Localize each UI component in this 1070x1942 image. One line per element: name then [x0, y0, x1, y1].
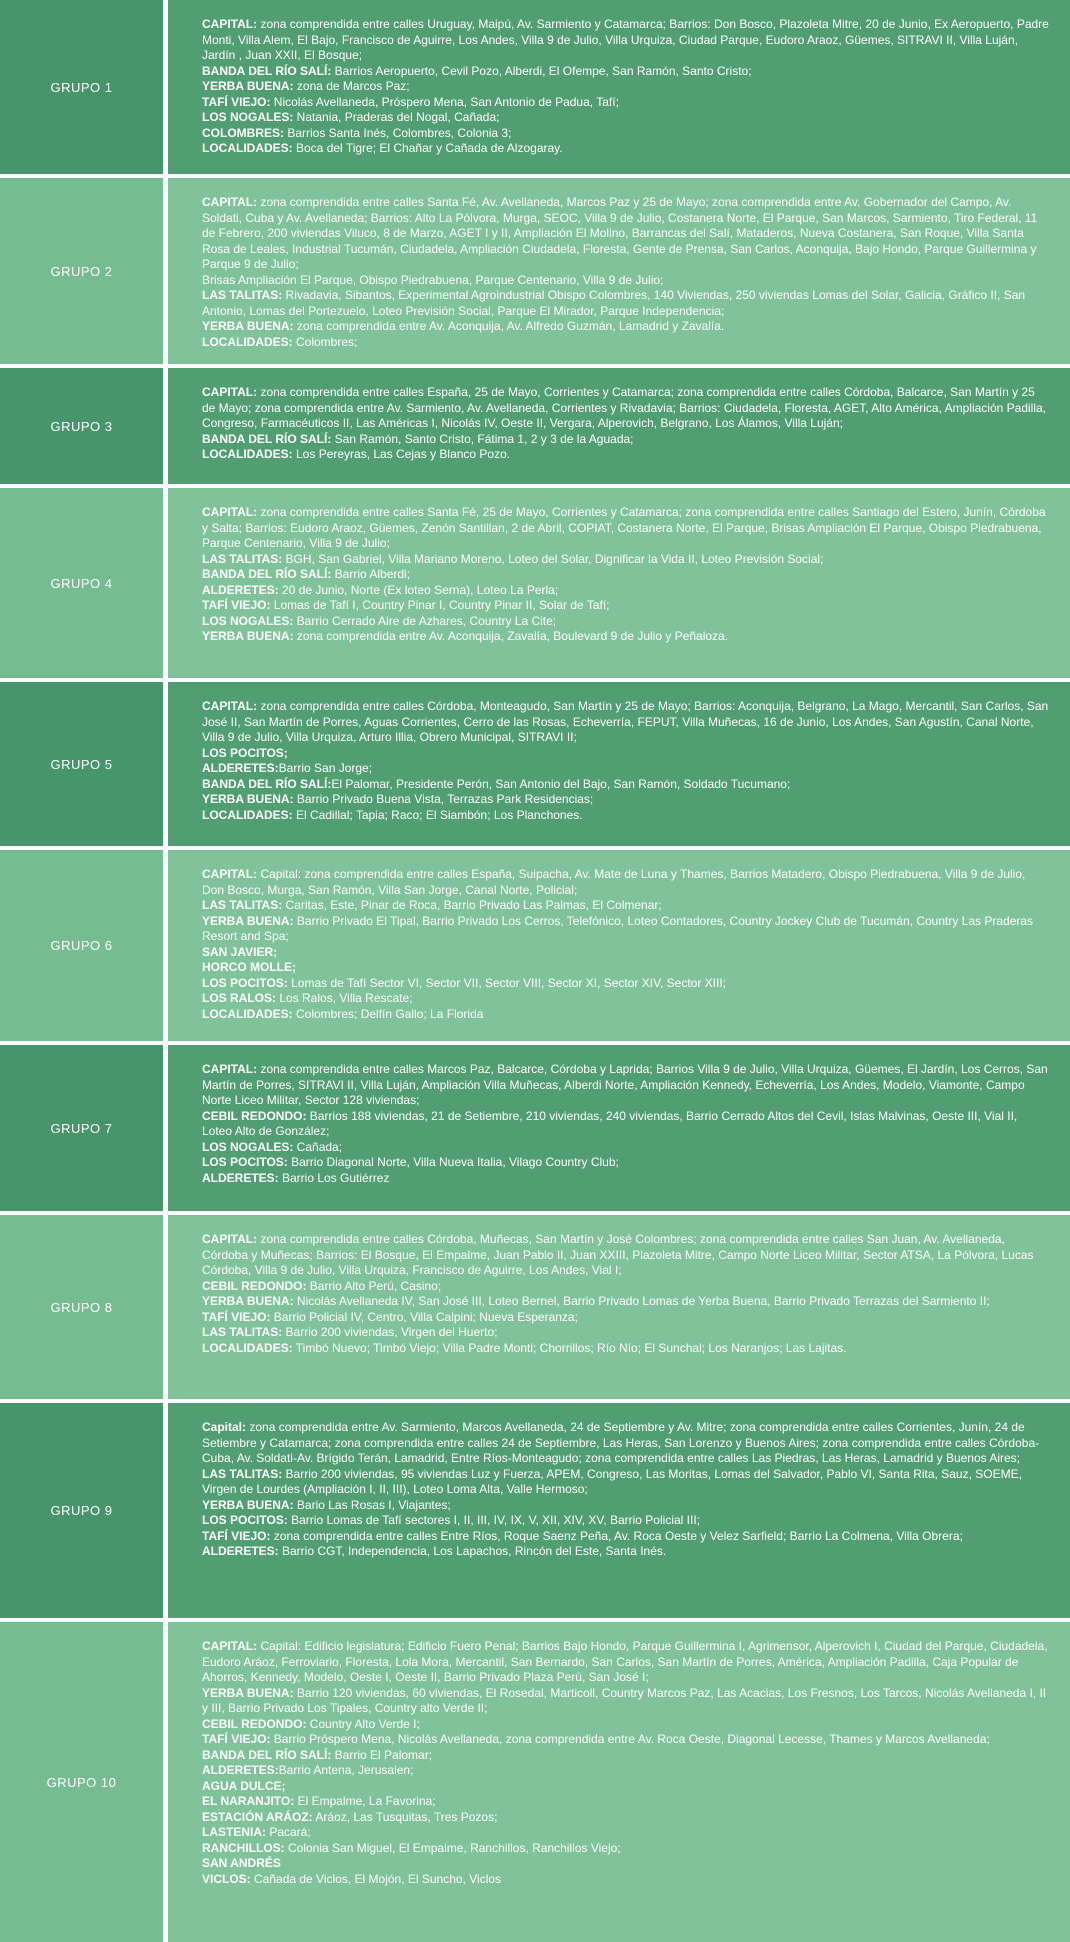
group-row [0, 1403, 1070, 1618]
zone-entry-text: Colombres; Delfín Gallo; La Florida [292, 1006, 484, 1021]
zone-entry-text: Cañada; [293, 1139, 343, 1154]
group-label: GRUPO 10 [46, 1774, 117, 1790]
zone-entry-heading: LOS RALOS: [202, 991, 276, 1005]
group-label-cell [0, 1215, 163, 1399]
zone-entry-text: zona comprendida entre calles Uruguay, Maipú, Av. Sarmiento y Catamarca; Barrios: Don Bosco, Plazoleta Mitre, 20 de Junio, Ex Aeropuerto, Padre Monti, Villa Alem, El Bajo, Francisco de Aguirre, Los Andes, Villa 9 de Julio, Villa Urquiza, Ciudad Parque, Eudoro Araoz, Güemes, SITRAVI II, Villa Luján, Jardín , Juan XXII, El Bosque; [202, 17, 1049, 62]
zone-entry-heading: LOS POCITOS: [202, 975, 288, 990]
zone-entry [202, 1763, 1050, 1779]
zone-entry-text: Lomas de Tafí Sector VI, Sector VII, Sector VIII, Sector XI, Sector XIV, Sector XIII; [287, 975, 726, 990]
group-label-cell [0, 850, 163, 1041]
zone-entry-heading: HORCO MOLLE; [202, 960, 296, 974]
zone-entry-text: Barrio Privado El Tipal, Barrio Privado Los Cerros, Telefónico, Loteo Contadores, Country Jockey Club de Tucumán, Country Las Praderas Resort and Spa; [202, 913, 1034, 943]
group-content [168, 488, 1070, 678]
group-label: GRUPO 6 [50, 938, 113, 953]
zone-entry-text: zona comprendida entre calles Santa Fé, Av. Avellaneda, Marcos Paz y 25 de Mayo; zona comprendida entre Av. Gobernador del Campo, Av. Soldati, Cuba y Av. Avellaneda; Barrios: Alto La Pólvora, Murga, SEOC, Villa 9 de Julio, Costanera Norte, El Parque, San Marcos, Sarmiento, Tiro Federal, 11 de Febrero, 200 viviendas Viluco, 8 de Marzo, AGET I y II, Ampliación El Molino, Barrancas del Salí, Mataderos, Nueva Costanera, San Roque, Villa Santa Rosa de Leales, Industrial Tucumán, Ciudadela, Ampliación Ciudadela, Floresta, Gente de Prensa, San Carlos, Aconquija, Bajo Hondo, Parque Guillermina y Parque 9 de Julio; [202, 195, 1038, 271]
group-row [0, 682, 1070, 846]
zone-entry [202, 552, 1050, 568]
zone-entry-heading: ALDERETES: [202, 761, 279, 775]
zone-entry [202, 1856, 1050, 1872]
zone-entry-text: Barrios Aeropuerto, Cevil Pozo, Alberdi, El Ofempe, San Ramón, Santo Cristo; [331, 63, 752, 78]
zone-entry [202, 1310, 1050, 1326]
zone-entry-heading: LOS NOGALES: [202, 110, 294, 124]
zone-entry-text: Barrio Los Gutiérrez [278, 1170, 390, 1185]
zone-entry [202, 385, 1050, 432]
zone-entry-heading: LOS NOGALES: [202, 613, 294, 628]
zone-entry-heading: YERBA BUENA: [202, 319, 294, 333]
zone-entry-text: Barrio CGT, Independencia, Los Lapachos, Rincón del Este, Santa Inés. [278, 1544, 667, 1558]
group-label: GRUPO 4 [50, 575, 113, 591]
zone-entry-heading: LOCALIDADES: [202, 1340, 293, 1355]
zone-entry-heading: CAPITAL: [202, 1639, 258, 1653]
zone-entry-heading: CAPITAL: [202, 195, 258, 209]
group-content [168, 850, 1070, 1041]
zone-entry-text: zona comprendida entre calles Córdoba, Monteagudo, San Martín y 25 de Mayo; Barrios: Aconquija, Belgrano, La Mago, Mercantil, San Carlos, San José II, San Martín de Porres, Aguas Corrientes, Cerro de las Rosas, Echeverría, FEPUT, Villa Muñecas, 16 de Junio, Los Andes, San Agustín, Canal Norte, Villa 9 de Julio, Villa Urquiza, Arturo Illia, Obrero Municipal, SITRAVI II; [202, 699, 1049, 744]
zone-entry-text: Natania, Praderas del Nogal, Cañada; [293, 110, 500, 124]
zone-entry-text: zona comprendida entre Av. Sarmiento, Marcos Avellaneda, 24 de Septiembre y Av. Mitre; zona comprendida entre calles Corrientes, Junín, 24 de Setiembre y Catamarca; zona comprendida entre calles 24 de Septiembre, Las Heras, San Lorenzo y Buenos Aires; zona comprendida entre calles Córdoba-Cuba, Av. Soldati-Av. Brígido Terán, Lamadrid, Entre Ríos-Monteagudo; zona comprendida entre calles Las Piedras, Las Heras, Lamadrid y Buenos Aires; [202, 1420, 1040, 1465]
zone-entry-heading: LOCALIDADES: [202, 141, 293, 155]
zone-entry-text: Barrios Santa Inés, Colombres, Colonia 3; [284, 125, 512, 140]
zone-entry [202, 141, 1050, 157]
zone-entry [202, 1639, 1050, 1686]
zone-entry-text: zona comprendida entre Av. Aconquija, Zavalía, Boulevard 9 de Julio y Peñaloza. [293, 629, 729, 643]
zone-entry-heading: YERBA BUENA: [202, 1294, 294, 1308]
zone-entry-heading: LOS POCITOS: [202, 1513, 288, 1527]
zone-entry [202, 1279, 1050, 1295]
zone-entry [202, 1686, 1050, 1717]
zone-entry-heading: LOCALIDADES: [202, 1006, 293, 1021]
zone-entry-text: Pacará; [266, 1825, 311, 1839]
group-label: GRUPO 3 [50, 418, 113, 434]
zone-entry [202, 792, 1050, 808]
group-label: GRUPO 5 [50, 756, 113, 772]
zone-entry-heading: CEBIL REDONDO: [202, 1278, 307, 1293]
zone-entry-text: Cañada de Viclos, El Mojón, El Suncho, Viclos [250, 1871, 502, 1886]
zone-entry-heading: LAS TALITAS: [202, 1466, 283, 1481]
zone-entry-text: Nicolás Avellaneda IV, San José III, Loteo Bernel, Barrio Privado Lomas de Yerba Buena, Barrio Privado Terrazas del Sarmiento II; [293, 1294, 990, 1308]
zone-entry-text: zona comprendida entre calles Santa Fé, 25 de Mayo, Corrientes y Catamarca; zona comprendida entre calles Santiago del Estero, Junín, Córdoba y Salta; Barrios: Eudoro Araoz, Güemes, Zenón Santillan, 2 de Abril, COPIAT, Costanera Norte, El Parque, Brisas Ampliación El Parque, Obispo Piedrabuena, Parque Centenario, Villa 9 de Julio; [202, 505, 1046, 550]
zone-entry-text: Barrio Diagonal Norte, Villa Nueva Italia, Vilago Country Club; [287, 1155, 619, 1169]
zone-entry-heading: YERBA BUENA: [202, 792, 294, 806]
zone-entry [202, 867, 1050, 898]
zone-entry [202, 976, 1050, 992]
zone-entry-heading: AGUA DULCE; [202, 1778, 286, 1793]
group-label-cell [0, 1403, 163, 1618]
zone-entry-heading: TAFÍ VIEJO: [202, 1732, 271, 1746]
zone-entry [202, 1794, 1050, 1810]
zone-entry-text: Barrio Antena, Jerusalen; [278, 1763, 414, 1777]
zone-entry-text: Aráoz, Las Tusquitas, Tres Pozos; [312, 1809, 498, 1824]
zone-entry-text: Barrios 188 viviendas, 21 de Setiembre, 210 viviendas, 240 viviendas, Barrio Cerrado Altos del Cevil, Islas Malvinas, Oeste III, Vial II, Loteo Alto de González; [202, 1108, 1018, 1138]
zone-entry-heading: YERBA BUENA: [202, 629, 294, 643]
zone-entry-heading: LOS NOGALES: [202, 1139, 294, 1154]
zone-entry-heading: ESTACIÓN ARÁOZ: [202, 1809, 313, 1824]
zone-entry-text: Barrio El Palomar; [331, 1747, 433, 1762]
zone-entry-text: Boca del Tigre; El Chañar y Cañada de Alzogaray. [292, 141, 563, 155]
zone-entry [202, 505, 1050, 552]
zone-entry-text: Lomas de Tafí I, Country Pinar I, Country Pinar II, Solar de Tafí; [270, 598, 610, 612]
zone-entry [202, 614, 1050, 630]
zone-entry-heading: RANCHILLOS: [202, 1840, 285, 1855]
zone-entry-text: Barrio Cerrado Aire de Azhares, Country La Cite; [293, 613, 557, 628]
zone-entry [202, 432, 1050, 448]
group-label: GRUPO 1 [50, 79, 113, 95]
zone-entry-heading: CAPITAL: [202, 1062, 258, 1076]
group-row [0, 368, 1070, 484]
zone-entry [202, 699, 1050, 746]
zone-entry-text: Barrio Lomas de Tafí sectores I, II, III, IV, IX, V, XII, XIV, XV, Barrio Policial III; [287, 1513, 700, 1527]
zone-entry [202, 808, 1050, 824]
zone-entry-heading: ALDERETES: [202, 582, 279, 597]
zone-entry-heading: TAFÍ VIEJO: [202, 94, 271, 109]
zone-entry-heading: YERBA BUENA: [202, 913, 294, 928]
zone-entry [202, 110, 1050, 126]
zone-entry-text: zona comprendida entre calles Entre Ríos, Roque Saenz Peña, Av. Roca Oeste y Velez Sarfield; Barrio La Colmena, Villa Obrera; [270, 1528, 963, 1543]
zone-entry-heading: CAPITAL: [202, 699, 258, 713]
zone-entry [202, 1062, 1050, 1109]
zone-entry [202, 17, 1050, 64]
zone-entry [202, 1341, 1050, 1357]
group-content [168, 1403, 1070, 1618]
group-label-cell [0, 368, 163, 484]
group-label: GRUPO 7 [50, 1120, 113, 1136]
zone-entry [202, 1825, 1050, 1841]
group-content [168, 178, 1070, 364]
zone-entry-text: Barrio 120 viviendas, 60 viviendas, El Rosedal, Marticoll, Country Marcos Paz, Las Acacias, Los Fresnos, Los Tarcos, Nicolás Avellaneda I, II y III, Barrio Privado Los Tipales, Country alto Verde II; [202, 1685, 1047, 1715]
zone-entry-heading: TAFÍ VIEJO: [202, 598, 271, 612]
zone-entry [202, 335, 1050, 351]
zone-entry-heading: CAPITAL: [202, 385, 258, 399]
group-content [168, 1215, 1070, 1399]
zone-entry-heading: LAS TALITAS: [202, 1325, 283, 1339]
zone-entry-heading: CAPITAL: [202, 505, 258, 519]
zone-entry-text: zona comprendida entre calles Córdoba, Muñecas, San Martín y José Colombres; zona comprendida entre calles San Juan, Av. Avellaneda, Córdoba y Muñecas; Barrios: El Bosque, El Empalme, Juan Pablo II, Juan XXIII, Plazoleta Mitre, Campo Norte Liceo Militar, Sector ATSA, La Pólvora, Lucas Córdoba, Villa 9 de Julio, Villa Urquiza, Francisco de Aguirre, Los Andes, Vial I; [202, 1232, 1034, 1277]
zone-entry-heading: LASTENIA: [202, 1825, 266, 1839]
zone-entry [202, 991, 1050, 1007]
zone-entry [202, 1872, 1050, 1888]
zone-entry [202, 598, 1050, 614]
zone-entry-heading: BANDA DEL RÍO SALÍ: [202, 567, 332, 581]
zone-entry [202, 960, 1050, 976]
group-row [0, 488, 1070, 678]
zone-entry-heading: TAFÍ VIEJO: [202, 1528, 271, 1543]
zone-entry-heading: BANDA DEL RÍO SALÍ: [202, 1747, 332, 1762]
zone-entry-heading: TAFÍ VIEJO: [202, 1309, 271, 1324]
zone-entry-text: zona comprendida entre Av. Aconquija, Av. Alfredo Guzmán, Lamadrid y Zavalía. [293, 319, 725, 333]
zone-entry-heading: ALDERETES: [202, 1763, 279, 1777]
zone-entry [202, 914, 1050, 945]
zone-entry [202, 1325, 1050, 1341]
zone-entry-heading: LOS POCITOS; [202, 745, 288, 760]
group-row [0, 850, 1070, 1041]
zone-entry-heading: BANDA DEL RÍO SALÍ: [202, 431, 332, 446]
zone-entry-heading: CAPITAL: [202, 17, 258, 31]
zone-entry [202, 447, 1050, 463]
zone-entry-text: Country Alto Verde I; [306, 1716, 420, 1731]
group-content [168, 1045, 1070, 1211]
group-content [168, 0, 1070, 174]
zone-entry-text: Capital: Edificio legislatura; Edificio Fuero Penal; Barrios Bajo Hondo, Parque Guillermina I, Agrimensor, Alperovich I, Ciudad del Parque, Ciudadela, Eudoro Aráoz, Ferroviario, Floresta, Lola Mora, Mercantil, San Bernardo, San Carlos, San Martín de Porres, América, Ampliación Padilla, Caja Popular de Ahorros, Kennedy, Modelo, Oeste I, Oeste II, Barrio Privado Plaza Perú, San José I; [202, 1639, 1048, 1684]
zone-entry-heading: ALDERETES: [202, 1170, 279, 1185]
zone-entry-heading: CAPITAL: [202, 1232, 258, 1246]
zone-entry [202, 777, 1050, 793]
zone-entry [202, 195, 1050, 273]
zone-entry-text: Barrio Policial IV, Centro, Villa Calpini; Nueva Esperanza; [270, 1309, 578, 1324]
zone-entry-heading: LOS POCITOS: [202, 1155, 288, 1169]
group-row [0, 1622, 1070, 1942]
zone-entry-heading: VICLOS: [202, 1871, 251, 1886]
zone-entry [202, 79, 1050, 95]
zone-entry [202, 288, 1050, 319]
zone-entry-heading: SAN JAVIER; [202, 944, 278, 959]
zone-entry-text: zona comprendida entre calles Marcos Paz, Balcarce, Córdoba y Laprida; Barrios Villa 9 de Julio, Villa Urquiza, Güemes, El Jardín, Los Cerros, San Martín de Porres, SITRAVI II, Villa Luján, Ampliación Villa Muñecas, Alberdi Norte, Ampliación Kennedy, Echeverría, Los Andes, Modelo, Viamonte, Campo Norte Liceo Militar, Sector 128 viviendas; [202, 1062, 1048, 1107]
group-content [168, 1622, 1070, 1942]
zone-entry-heading: Capital: [202, 1420, 247, 1434]
zone-entry-text: Colonia San Miguel, El Empalme, Ranchillos, Ranchillos Viejo; [284, 1840, 621, 1855]
group-content [168, 682, 1070, 846]
zone-entry-text: Barrio San Jorge; [278, 761, 373, 775]
zone-entry-text: Barrio 200 viviendas, Virgen del Huerto; [282, 1325, 498, 1339]
zone-entry-text: Bario Las Rosas I, Viajantes; [293, 1497, 451, 1512]
zone-entry [202, 1467, 1050, 1498]
zone-entry-text: Barrio Próspero Mena, Nicolás Avellaneda, zona comprendida entre Av. Roca Oeste, Diagonal Lecesse, Thames y Marcos Avellaneda; [270, 1732, 990, 1746]
zone-entry-text: Capital: zona comprendida entre calles España, Suipacha, Av. Mate de Luna y Thames, Barrios Matadero, Obispo Piedrabuena, Villa 9 de Julio, Don Bosco, Murga, San Ramón, Villa San Jorge, Canal Norte, Policial; [202, 867, 1026, 897]
zone-entry-text: Barrio 200 viviendas, 95 viviendas Luz y Fuerza, APEM, Congreso, Las Moritas, Lomas del Salvador, Pablo VI, Santa Rita, Sauz, SOEME, Virgen de Lourdes (Ampliación I, II, III), Loteo Loma Alta, Valle Hermoso; [202, 1466, 1022, 1496]
zone-entry [202, 1232, 1050, 1279]
zone-entry-text: El Palomar, Presidente Perón, San Antonio del Bajo, San Ramón, Soldado Tucumano; [331, 776, 791, 791]
zone-entry-text: Nicolás Avellaneda, Próspero Mena, San Antonio de Padua, Tafí; [270, 94, 619, 109]
zone-entry-text: Caritas, Este, Pinar de Roca, Barrio Privado Las Palmas, El Colmenar; [282, 898, 662, 912]
zone-entry-heading: CEBIL REDONDO: [202, 1108, 307, 1123]
zone-entry-text: Brisas Ampliación El Parque, Obispo Piedrabuena, Parque Centenario, Villa 9 de Julio; [202, 272, 664, 287]
zone-entry-heading: LOCALIDADES: [202, 447, 293, 461]
zone-entry-heading: ALDERETES: [202, 1544, 279, 1558]
zone-entry-heading: BANDA DEL RÍO SALÍ: [202, 63, 332, 78]
group-label-cell [0, 682, 163, 846]
zone-entry-text: Barrio Privado Buena Vista, Terrazas Park Residencias; [293, 792, 594, 806]
zone-entry [202, 1140, 1050, 1156]
zone-entry [202, 1529, 1050, 1545]
group-label: GRUPO 8 [50, 1299, 113, 1315]
zone-entry-heading: CAPITAL: [202, 867, 258, 881]
zone-entry-text: BGH, San Gabriel, Villa Mariano Moreno, Loteo del Solar, Dignificar la Vida II, Loteo Previsión Social; [282, 551, 824, 566]
zone-entry-text: Los Ralos, Villa Rescate; [276, 991, 413, 1005]
zone-entry-heading: LAS TALITAS: [202, 288, 283, 302]
zone-entry [202, 1513, 1050, 1529]
zone-entry-heading: YERBA BUENA: [202, 1497, 294, 1512]
zone-entry [202, 567, 1050, 583]
zone-entry [202, 1155, 1050, 1171]
zone-entry [202, 1810, 1050, 1826]
zone-entry [202, 629, 1050, 645]
zone-entry-heading: LOCALIDADES: [202, 807, 293, 822]
zone-entry-heading: LAS TALITAS: [202, 551, 283, 566]
zone-entry-heading: YERBA BUENA: [202, 1685, 294, 1700]
zone-entry-heading: LOCALIDADES: [202, 334, 293, 349]
zone-entry-heading: CEBIL REDONDO: [202, 1716, 307, 1731]
zone-entry-text: zona de Marcos Paz; [293, 79, 410, 93]
group-label: GRUPO 9 [50, 1503, 113, 1518]
group-content [168, 368, 1070, 484]
zone-entry-text: Colombres; [292, 334, 358, 349]
group-row [0, 1215, 1070, 1399]
group-row [0, 178, 1070, 364]
group-label-cell [0, 178, 163, 364]
zone-entry-text: Rivadavia, Sibantos, Experimental Agroindustrial Obispo Colombres, 140 Viviendas, 250 viviendas Lomas del Solar, Galicia, Gráfico II, San Antonio, Lomas del Portezuelo, Loteo Previsión Social, Parque El Mirador, Parque Independencia; [202, 288, 1026, 318]
zone-entry [202, 319, 1050, 335]
zone-entry [202, 1544, 1050, 1560]
zone-entry [202, 1498, 1050, 1514]
zone-entry [202, 64, 1050, 80]
zone-entry [202, 1294, 1050, 1310]
zone-entry-text: Barrio Alberdi; [331, 567, 411, 581]
zone-entry-heading: YERBA BUENA: [202, 79, 294, 93]
zone-entry-text: 20 de Junio, Norte (Ex loteo Serna), Loteo La Perla; [278, 582, 559, 597]
zone-entry [202, 583, 1050, 599]
zone-entry [202, 945, 1050, 961]
zone-entry [202, 1007, 1050, 1023]
zone-entry-text: Timbó Nuevo; Timbó Viejo; Villa Padre Monti; Chorrillos; Río Nío; El Sunchal; Los Naranjos; Las Lajitas. [292, 1340, 847, 1355]
group-row [0, 1045, 1070, 1211]
zone-entry [202, 1717, 1050, 1733]
group-label: GRUPO 2 [50, 263, 113, 279]
zone-entry [202, 898, 1050, 914]
zone-entry-text: San Ramón, Santo Cristo, Fátima 1, 2 y 3 de la Aguada; [331, 431, 634, 446]
zone-entry-text: El Empalme, La Favorina; [294, 1794, 436, 1808]
zone-entry [202, 761, 1050, 777]
zone-entry [202, 273, 1050, 289]
group-row [0, 0, 1070, 174]
zone-entry [202, 1779, 1050, 1795]
zone-entry [202, 1841, 1050, 1857]
zone-entry [202, 126, 1050, 142]
group-label-cell [0, 1045, 163, 1211]
zone-entry-text: Los Pereyras, Las Cejas y Blanco Pozo. [292, 447, 511, 461]
group-label-cell [0, 1622, 163, 1942]
zone-entry-heading: COLOMBRES: [202, 125, 284, 140]
zone-entry-text: zona comprendida entre calles España, 25 de Mayo, Corrientes y Catamarca; zona comprendida entre calles Córdoba, Balcarce, San Martín y 25 de Mayo; zona comprendida entre Av. Sarmiento, Av. Avellaneda, Corrientes y Rivadavia; Barrios: Ciudadela, Floresta, AGET, Alto América, Ampliación Padilla, Congreso, Farmacéuticos II, Las Américas I, Nicolás IV, Oeste II, Vergara, Alperovich, Belgrano, Los Álamos, Villa Luján; [202, 385, 1046, 430]
zone-entry-heading: SAN ANDRÉS [202, 1856, 281, 1870]
zone-entry-heading: EL NARANJITO: [202, 1794, 295, 1808]
group-label-cell [0, 488, 163, 678]
group-label-cell [0, 0, 163, 174]
zone-entry-heading: BANDA DEL RÍO SALÍ: [202, 776, 332, 791]
zone-entry [202, 1420, 1050, 1467]
zone-entry [202, 1109, 1050, 1140]
zone-entry [202, 1748, 1050, 1764]
zone-entry [202, 1732, 1050, 1748]
zone-entry [202, 746, 1050, 762]
zone-entry-text: Barrio Alto Perú, Casino; [306, 1278, 442, 1293]
zone-entry-heading: LAS TALITAS: [202, 898, 283, 912]
zone-entry-text: El Cadillal; Tapia; Raco; El Siambón; Los Planchones. [292, 807, 583, 822]
zone-entry [202, 1171, 1050, 1187]
zone-entry [202, 95, 1050, 111]
